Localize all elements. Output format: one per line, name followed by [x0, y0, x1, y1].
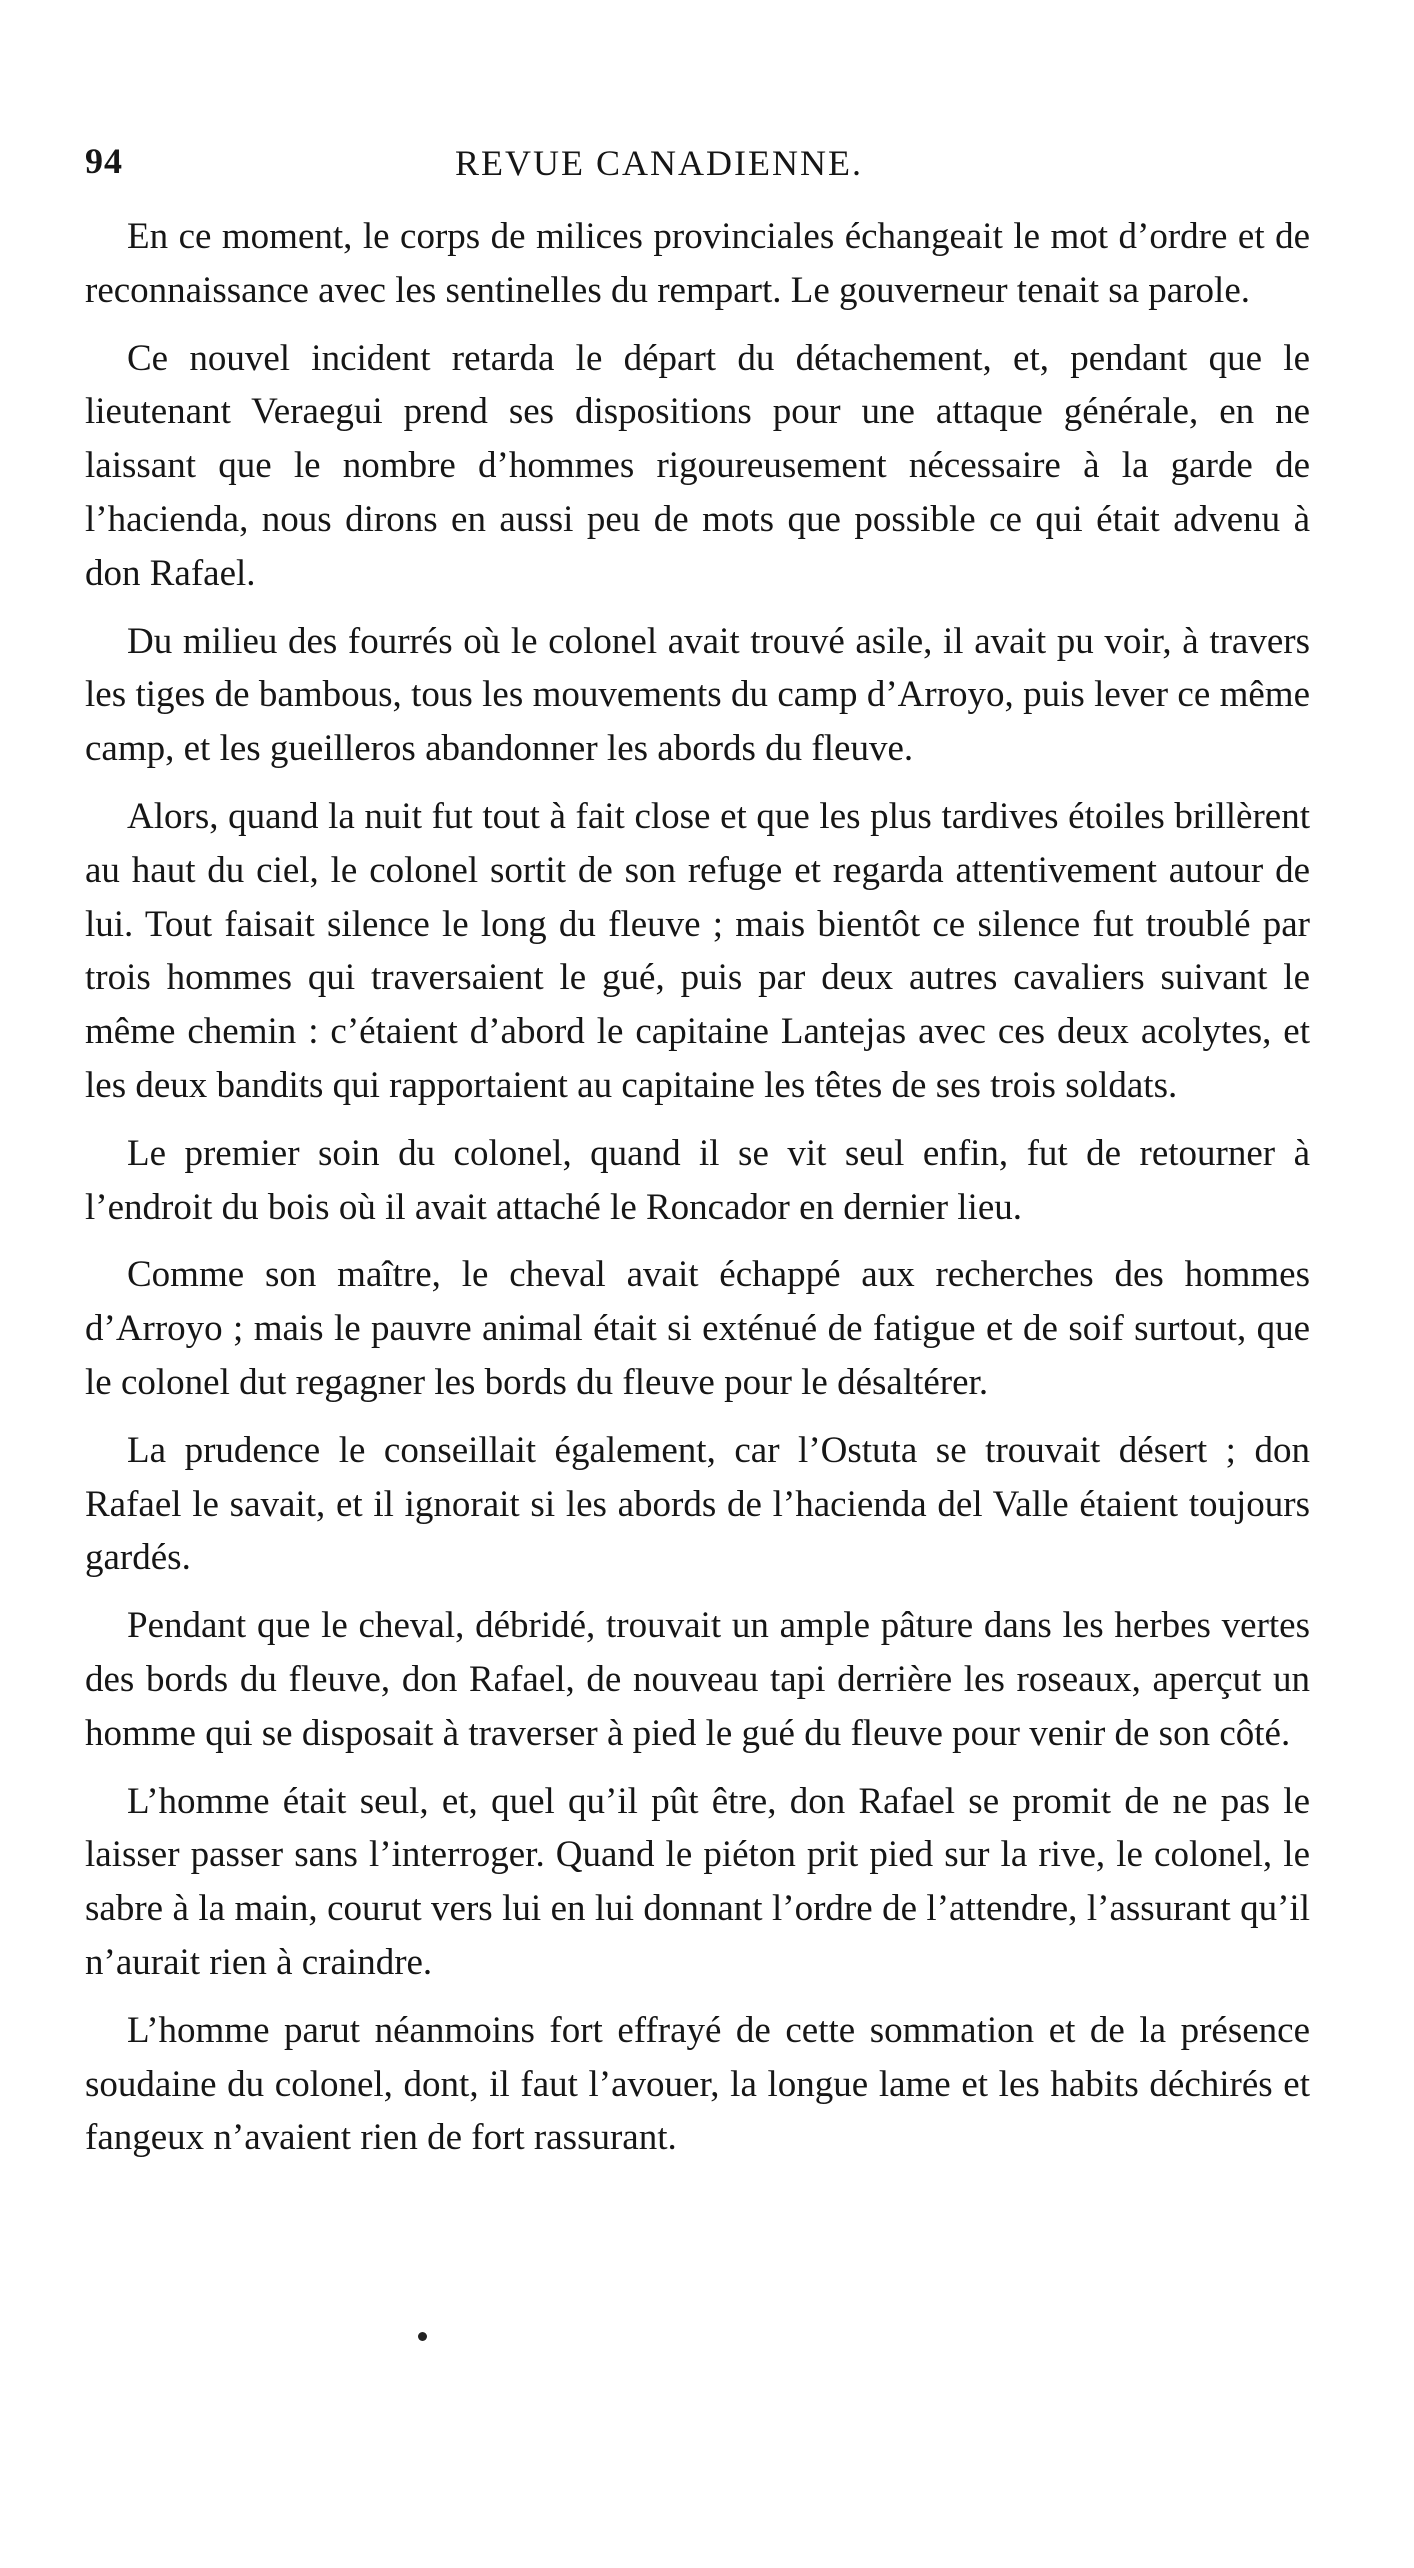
ink-speck	[418, 2332, 427, 2341]
paragraph: L’homme parut néanmoins fort effrayé de cette sommation et de la présence soudaine du colonel, dont, il faut l’avouer, la longue lame et les habits déchirés et fangeux n’avaient rien de fort rassurant.	[85, 2009, 1310, 2159]
body-text	[85, 210, 1310, 2179]
paragraph: Comme son maître, le cheval avait échappé aux recherches des hommes d’Arroyo ; mais le pauvre animal était si exténué de fatigue et de soif surtout, que le colonel dut regagner les bords du fleuve pour le désaltérer.	[85, 1254, 1310, 1403]
page-number: 94	[85, 141, 123, 181]
paragraph: Ce nouvel incident retarda le départ du détachement, et, pendant que le lieutenant Veraegui prend ses dispositions pour une attaque générale, en ne laissant que le nombre d’hommes rigoureusement nécessaire à la garde de l’hacienda, nous dirons en aussi peu de mots que possible ce qui était advenu à don Rafael.	[85, 337, 1310, 594]
page-header	[85, 140, 1320, 190]
paragraph: L’homme était seul, et, quel qu’il pût être, don Rafael se promit de ne pas le laisser passer sans l’interroger. Quand le piéton prit pied sur la rive, le colonel, le sabre à la main, courut vers lui en lui donnant l’ordre de l’attendre, l’assurant qu’il n’aurait rien à craindre.	[85, 1780, 1310, 1983]
paragraph: Le premier soin du colonel, quand il se vit seul enfin, fut de retourner à l’endroit du bois où il avait attaché le Roncador en dernier lieu.	[85, 1132, 1310, 1228]
paragraph: La prudence le conseillait également, car l’Ostuta se trouvait désert ; don Rafael le savait, et il ignorait si les abords de l’hacienda del Valle étaient toujours gardés.	[85, 1429, 1310, 1579]
paragraph: En ce moment, le corps de milices provinciales échangeait le mot d’ordre et de reconnaissance avec les sentinelles du rempart. Le gouverneur tenait sa parole.	[85, 216, 1310, 311]
running-title: REVUE CANADIENNE.	[455, 143, 863, 183]
paragraph: Du milieu des fourrés où le colonel avait trouvé asile, il avait pu voir, à travers les tiges de bambous, tous les mouvements du camp d’Arroyo, puis lever ce même camp, et les gueilleros abandonner les abords du fleuve.	[85, 620, 1310, 770]
paragraph: Pendant que le cheval, débridé, trouvait un ample pâture dans les herbes vertes des bords du fleuve, don Rafael, de nouveau tapi derrière les roseaux, aperçut un homme qui se disposait à traverser à pied le gué du fleuve pour venir de son côté.	[85, 1605, 1310, 1754]
paragraph: Alors, quand la nuit fut tout à fait close et que les plus tardives étoiles brillèrent au haut du ciel, le colonel sortit de son refuge et regarda attentivement autour de lui. Tout faisait silence le long du fleuve ; mais bientôt ce silence fut troublé par trois hommes qui traversaient le gué, puis par deux autres cavaliers suivant le même chemin : c’étaient d’abord le capitaine Lantejas avec ces deux acolytes, et les deux bandits qui rapportaient au capitaine les têtes de ses trois soldats.	[85, 795, 1310, 1106]
